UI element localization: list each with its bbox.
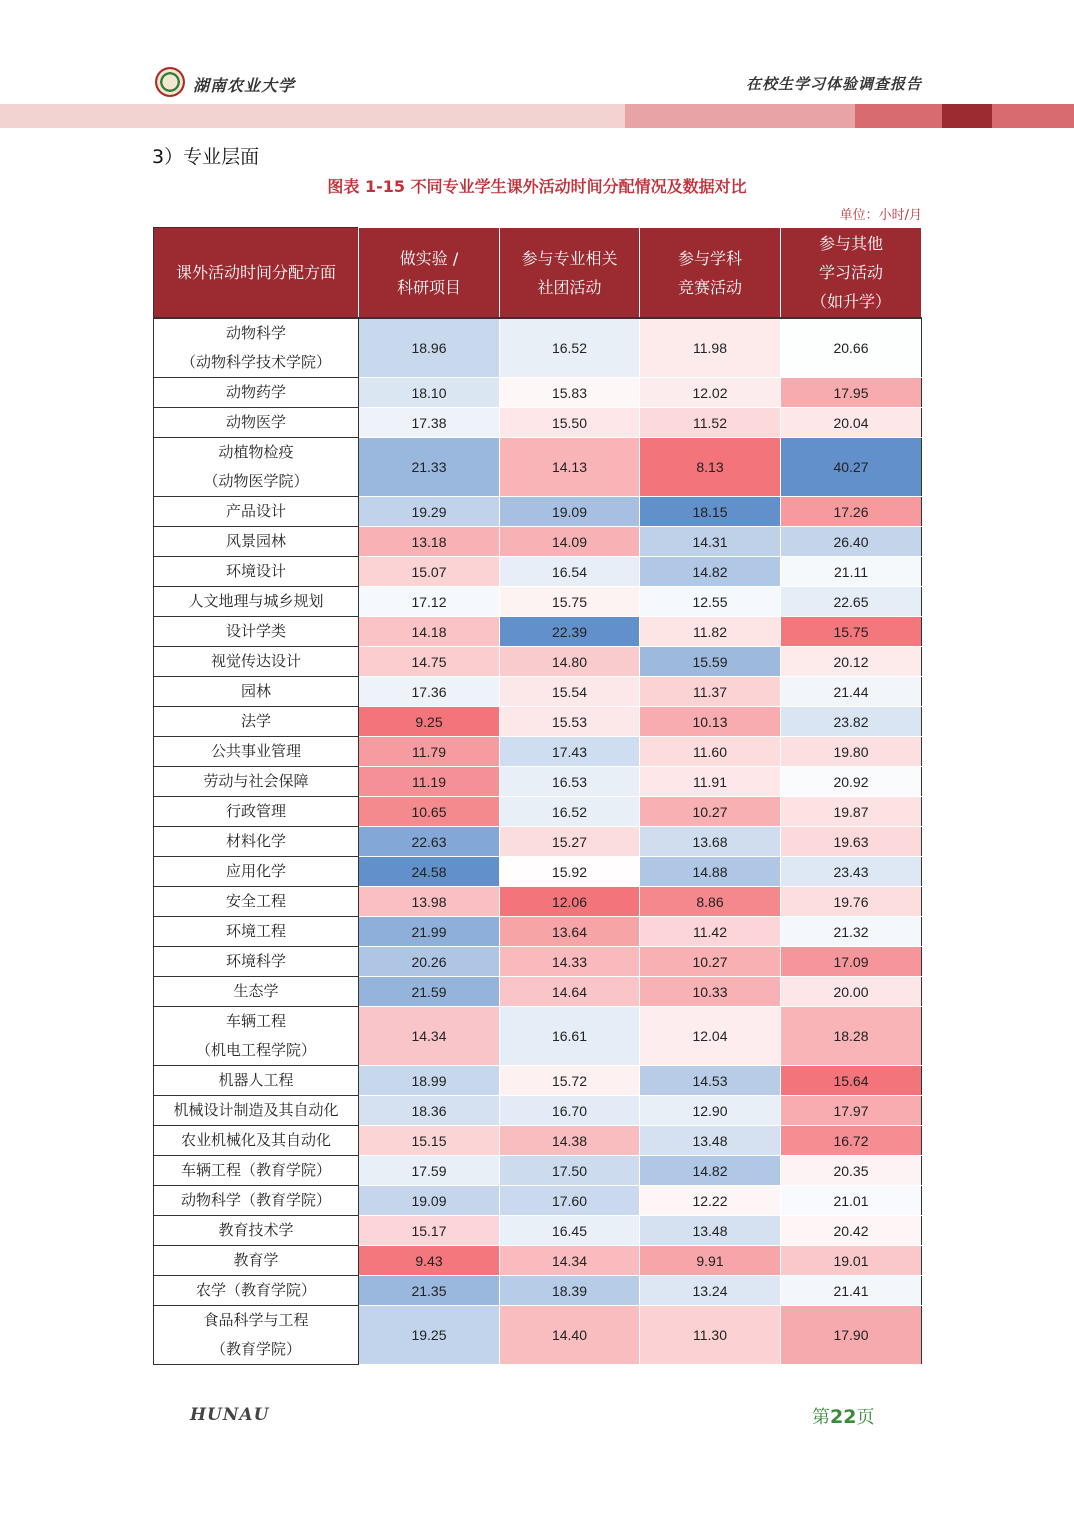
- major-name-line: 法学: [240, 712, 271, 730]
- value-cell: 17.26: [781, 497, 922, 527]
- major-name-cell: [154, 1007, 359, 1066]
- major-name-cell: [154, 827, 359, 857]
- value-cell: 21.11: [781, 557, 922, 587]
- value-cell: 12.02: [640, 378, 781, 408]
- value-cell: 17.60: [500, 1186, 640, 1216]
- value-cell: 15.53: [500, 707, 640, 737]
- column-header-2: [500, 228, 640, 319]
- value-cell: 14.34: [500, 1246, 640, 1276]
- value-cell: 19.09: [500, 497, 640, 527]
- value-cell: 15.72: [500, 1066, 640, 1096]
- table-row: [154, 977, 922, 1007]
- value-cell: 18.99: [359, 1066, 500, 1096]
- value-cell: 10.27: [640, 947, 781, 977]
- major-name-line: 教育学: [233, 1251, 279, 1269]
- table-body: [154, 318, 922, 1365]
- value-cell: 13.48: [640, 1126, 781, 1156]
- value-cell: 13.98: [359, 887, 500, 917]
- value-cell: 17.50: [500, 1156, 640, 1186]
- value-cell: 15.27: [500, 827, 640, 857]
- value-cell: 13.24: [640, 1276, 781, 1306]
- column-header-3: [640, 228, 781, 319]
- value-cell: 22.63: [359, 827, 500, 857]
- major-name-line: 动物科学（教育学院）: [180, 1191, 331, 1209]
- major-name-cell: [154, 947, 359, 977]
- major-name-line: 劳动与社会保障: [203, 772, 309, 790]
- major-name-line: 公共事业管理: [210, 742, 301, 760]
- value-cell: 19.01: [781, 1246, 922, 1276]
- value-cell: 20.04: [781, 408, 922, 438]
- value-cell: 21.32: [781, 917, 922, 947]
- report-title: 在校生学习体验调查报告: [745, 75, 922, 93]
- major-name-cell: [154, 797, 359, 827]
- major-name-cell: [154, 1066, 359, 1096]
- value-cell: 21.99: [359, 917, 500, 947]
- value-cell: 23.82: [781, 707, 922, 737]
- table-row: [154, 527, 922, 557]
- university-logo-icon: [155, 67, 185, 97]
- major-name-cell: [154, 1216, 359, 1246]
- page-suffix: 页: [856, 1407, 875, 1428]
- table-row: [154, 887, 922, 917]
- major-name-cell: [154, 1126, 359, 1156]
- table-row: [154, 438, 922, 497]
- column-header-0: [154, 228, 359, 319]
- major-name-line: 风景园林: [225, 532, 286, 550]
- table-row: [154, 497, 922, 527]
- major-name-cell: [154, 557, 359, 587]
- major-name-line: 环境设计: [225, 562, 286, 580]
- major-name-cell: [154, 318, 359, 378]
- value-cell: 15.54: [500, 677, 640, 707]
- column-header-line: 参与专业相关: [521, 248, 618, 268]
- value-cell: 20.35: [781, 1156, 922, 1186]
- major-name-cell: [154, 1276, 359, 1306]
- value-cell: 16.53: [500, 767, 640, 797]
- major-name-cell: [154, 1096, 359, 1126]
- value-cell: 9.43: [359, 1246, 500, 1276]
- major-name-cell: [154, 1306, 359, 1365]
- page-header: [0, 0, 1074, 130]
- value-cell: 16.52: [500, 797, 640, 827]
- table-row: [154, 917, 922, 947]
- value-cell: 11.37: [640, 677, 781, 707]
- value-cell: 15.15: [359, 1126, 500, 1156]
- major-name-line: 环境科学: [225, 952, 286, 970]
- value-cell: 17.97: [781, 1096, 922, 1126]
- value-cell: 10.27: [640, 797, 781, 827]
- value-cell: 18.36: [359, 1096, 500, 1126]
- value-cell: 22.65: [781, 587, 922, 617]
- major-name-line: 机械设计制造及其自动化: [173, 1101, 339, 1119]
- table-row: [154, 557, 922, 587]
- major-name-line: 食品科学与工程: [203, 1311, 309, 1329]
- value-cell: 21.35: [359, 1276, 500, 1306]
- header-band-4: [942, 104, 992, 128]
- column-header-4: [781, 228, 922, 319]
- major-name-cell: [154, 707, 359, 737]
- value-cell: 19.87: [781, 797, 922, 827]
- major-name-cell: [154, 438, 359, 497]
- table-row: [154, 677, 922, 707]
- table-row: [154, 797, 922, 827]
- table-row: [154, 378, 922, 408]
- major-name-line: 安全工程: [225, 892, 286, 910]
- value-cell: 11.79: [359, 737, 500, 767]
- major-name-line: 车辆工程: [225, 1012, 286, 1030]
- table-row: [154, 767, 922, 797]
- table-row: [154, 1126, 922, 1156]
- major-name-cell: [154, 767, 359, 797]
- value-cell: 15.92: [500, 857, 640, 887]
- value-cell: 11.19: [359, 767, 500, 797]
- value-cell: 14.82: [640, 557, 781, 587]
- value-cell: 10.33: [640, 977, 781, 1007]
- major-name-line: 动植物检疫: [218, 443, 294, 461]
- value-cell: 16.54: [500, 557, 640, 587]
- value-cell: 14.75: [359, 647, 500, 677]
- table-row: [154, 1096, 922, 1126]
- table-row: [154, 1156, 922, 1186]
- value-cell: 15.75: [500, 587, 640, 617]
- value-cell: 16.72: [781, 1126, 922, 1156]
- table-header-row: [154, 228, 922, 319]
- value-cell: 15.83: [500, 378, 640, 408]
- value-cell: 10.13: [640, 707, 781, 737]
- value-cell: 20.12: [781, 647, 922, 677]
- value-cell: 14.82: [640, 1156, 781, 1186]
- value-cell: 19.63: [781, 827, 922, 857]
- major-name-cell: [154, 408, 359, 438]
- value-cell: 17.59: [359, 1156, 500, 1186]
- value-cell: 19.80: [781, 737, 922, 767]
- value-cell: 18.15: [640, 497, 781, 527]
- value-cell: 14.34: [359, 1007, 500, 1066]
- major-name-cell: [154, 677, 359, 707]
- value-cell: 20.26: [359, 947, 500, 977]
- major-name-line: 应用化学: [225, 862, 286, 880]
- column-header-line: 做实验 /: [399, 248, 459, 268]
- value-cell: 21.41: [781, 1276, 922, 1306]
- value-cell: 14.13: [500, 438, 640, 497]
- value-cell: 14.40: [500, 1306, 640, 1365]
- value-cell: 20.42: [781, 1216, 922, 1246]
- major-name-line: 设计学类: [225, 622, 286, 640]
- major-name-cell: [154, 977, 359, 1007]
- value-cell: 11.91: [640, 767, 781, 797]
- column-header-line: 参与学科: [677, 248, 742, 268]
- value-cell: 15.50: [500, 408, 640, 438]
- value-cell: 17.12: [359, 587, 500, 617]
- table-row: [154, 1306, 922, 1365]
- value-cell: 18.39: [500, 1276, 640, 1306]
- value-cell: 12.06: [500, 887, 640, 917]
- major-name-cell: [154, 497, 359, 527]
- value-cell: 21.01: [781, 1186, 922, 1216]
- value-cell: 18.96: [359, 318, 500, 378]
- major-name-line: （教育学院）: [210, 1340, 301, 1358]
- table-row: [154, 1007, 922, 1066]
- table-row: [154, 318, 922, 378]
- table-row: [154, 1216, 922, 1246]
- value-cell: 19.25: [359, 1306, 500, 1365]
- major-name-line: 人文地理与城乡规划: [188, 592, 324, 610]
- university-name: 湖南农业大学: [193, 76, 296, 95]
- value-cell: 16.70: [500, 1096, 640, 1126]
- value-cell: 24.58: [359, 857, 500, 887]
- value-cell: 12.55: [640, 587, 781, 617]
- value-cell: 18.28: [781, 1007, 922, 1066]
- major-name-cell: [154, 857, 359, 887]
- value-cell: 15.17: [359, 1216, 500, 1246]
- column-header-1: [359, 228, 500, 319]
- value-cell: 11.30: [640, 1306, 781, 1365]
- value-cell: 11.98: [640, 318, 781, 378]
- major-name-cell: [154, 527, 359, 557]
- value-cell: 13.64: [500, 917, 640, 947]
- value-cell: 19.29: [359, 497, 500, 527]
- major-name-line: 教育技术学: [218, 1221, 294, 1239]
- value-cell: 15.64: [781, 1066, 922, 1096]
- value-cell: 21.59: [359, 977, 500, 1007]
- major-name-line: 环境工程: [225, 922, 286, 940]
- value-cell: 20.00: [781, 977, 922, 1007]
- value-cell: 12.90: [640, 1096, 781, 1126]
- major-name-line: 动物药学: [225, 383, 286, 401]
- value-cell: 14.53: [640, 1066, 781, 1096]
- table-row: [154, 647, 922, 677]
- major-name-line: 机器人工程: [218, 1071, 294, 1089]
- table-row: [154, 408, 922, 438]
- major-name-cell: [154, 378, 359, 408]
- major-name-line: 车辆工程（教育学院）: [180, 1161, 331, 1179]
- value-cell: 19.09: [359, 1186, 500, 1216]
- value-cell: 17.09: [781, 947, 922, 977]
- major-name-cell: [154, 737, 359, 767]
- value-cell: 16.61: [500, 1007, 640, 1066]
- value-cell: 17.38: [359, 408, 500, 438]
- value-cell: 21.44: [781, 677, 922, 707]
- major-name-cell: [154, 1186, 359, 1216]
- table-row: [154, 617, 922, 647]
- value-cell: 20.92: [781, 767, 922, 797]
- value-cell: 26.40: [781, 527, 922, 557]
- value-cell: 11.82: [640, 617, 781, 647]
- major-name-line: （机电工程学院）: [195, 1041, 316, 1059]
- major-name-line: 园林: [240, 682, 271, 700]
- value-cell: 14.38: [500, 1126, 640, 1156]
- column-header-line: （如升学）: [810, 292, 891, 311]
- table-row: [154, 947, 922, 977]
- column-header-line: 课外活动时间分配方面: [175, 263, 336, 282]
- value-cell: 17.95: [781, 378, 922, 408]
- page-number-value: 22: [830, 1406, 857, 1428]
- table-row: [154, 1186, 922, 1216]
- column-header-line: 社团活动: [537, 277, 602, 297]
- column-header-line: 竞赛活动: [677, 277, 742, 297]
- value-cell: 18.10: [359, 378, 500, 408]
- major-name-cell: [154, 917, 359, 947]
- value-cell: 14.80: [500, 647, 640, 677]
- major-name-line: 产品设计: [225, 502, 286, 520]
- major-name-line: 农业机械化及其自动化: [180, 1131, 331, 1149]
- column-header-line: 科研项目: [396, 277, 461, 297]
- table-row: [154, 1246, 922, 1276]
- value-cell: 13.18: [359, 527, 500, 557]
- value-cell: 40.27: [781, 438, 922, 497]
- page-prefix: 第: [812, 1407, 830, 1428]
- value-cell: 8.13: [640, 438, 781, 497]
- value-cell: 13.68: [640, 827, 781, 857]
- major-name-line: （动物科学技术学院）: [180, 353, 331, 371]
- value-cell: 13.48: [640, 1216, 781, 1246]
- value-cell: 17.36: [359, 677, 500, 707]
- header-band-5: [992, 104, 1074, 128]
- major-name-cell: [154, 1246, 359, 1276]
- major-name-cell: [154, 1156, 359, 1186]
- value-cell: 14.88: [640, 857, 781, 887]
- table-row: [154, 857, 922, 887]
- value-cell: 11.60: [640, 737, 781, 767]
- activity-time-table: [153, 227, 922, 1365]
- value-cell: 23.43: [781, 857, 922, 887]
- value-cell: 16.52: [500, 318, 640, 378]
- major-name-line: 行政管理: [225, 802, 286, 820]
- major-name-line: （动物医学院）: [203, 472, 309, 490]
- value-cell: 19.76: [781, 887, 922, 917]
- column-header-line: 参与其他: [818, 234, 883, 253]
- major-name-line: 农学（教育学院）: [195, 1281, 316, 1299]
- value-cell: 22.39: [500, 617, 640, 647]
- footer-brand: HUNAU: [190, 1405, 270, 1425]
- major-name-line: 动物医学: [225, 413, 286, 431]
- value-cell: 11.42: [640, 917, 781, 947]
- table-row: [154, 737, 922, 767]
- header-band-3: [855, 104, 942, 128]
- table-row: [154, 1066, 922, 1096]
- table-row: [154, 827, 922, 857]
- table-row: [154, 587, 922, 617]
- header-band-2: [625, 104, 855, 128]
- major-name-cell: [154, 587, 359, 617]
- value-cell: 14.31: [640, 527, 781, 557]
- value-cell: 9.91: [640, 1246, 781, 1276]
- major-name-cell: [154, 617, 359, 647]
- major-name-line: 材料化学: [225, 832, 286, 850]
- major-name-line: 动物科学: [225, 324, 286, 342]
- value-cell: 14.09: [500, 527, 640, 557]
- value-cell: 11.52: [640, 408, 781, 438]
- major-name-cell: [154, 887, 359, 917]
- value-cell: 12.22: [640, 1186, 781, 1216]
- value-cell: 20.66: [781, 318, 922, 378]
- section-heading: 3）专业层面: [152, 146, 260, 168]
- major-name-cell: [154, 647, 359, 677]
- value-cell: 21.33: [359, 438, 500, 497]
- value-cell: 15.75: [781, 617, 922, 647]
- value-cell: 16.45: [500, 1216, 640, 1246]
- value-cell: 10.65: [359, 797, 500, 827]
- major-name-line: 视觉传达设计: [210, 652, 301, 670]
- value-cell: 14.33: [500, 947, 640, 977]
- value-cell: 14.18: [359, 617, 500, 647]
- page-number: [812, 1403, 874, 1429]
- major-name-line: 生态学: [233, 982, 279, 1000]
- table-row: [154, 707, 922, 737]
- table-row: [154, 1276, 922, 1306]
- value-cell: 17.43: [500, 737, 640, 767]
- value-cell: 17.90: [781, 1306, 922, 1365]
- table-title: 图表 1-15 不同专业学生课外活动时间分配情况及数据对比: [327, 177, 747, 196]
- value-cell: 15.59: [640, 647, 781, 677]
- value-cell: 12.04: [640, 1007, 781, 1066]
- value-cell: 14.64: [500, 977, 640, 1007]
- value-cell: 9.25: [359, 707, 500, 737]
- unit-label: 单位：小时/月: [839, 208, 922, 223]
- value-cell: 8.86: [640, 887, 781, 917]
- value-cell: 15.07: [359, 557, 500, 587]
- header-band-1: [0, 104, 625, 128]
- column-header-line: 学习活动: [818, 263, 883, 282]
